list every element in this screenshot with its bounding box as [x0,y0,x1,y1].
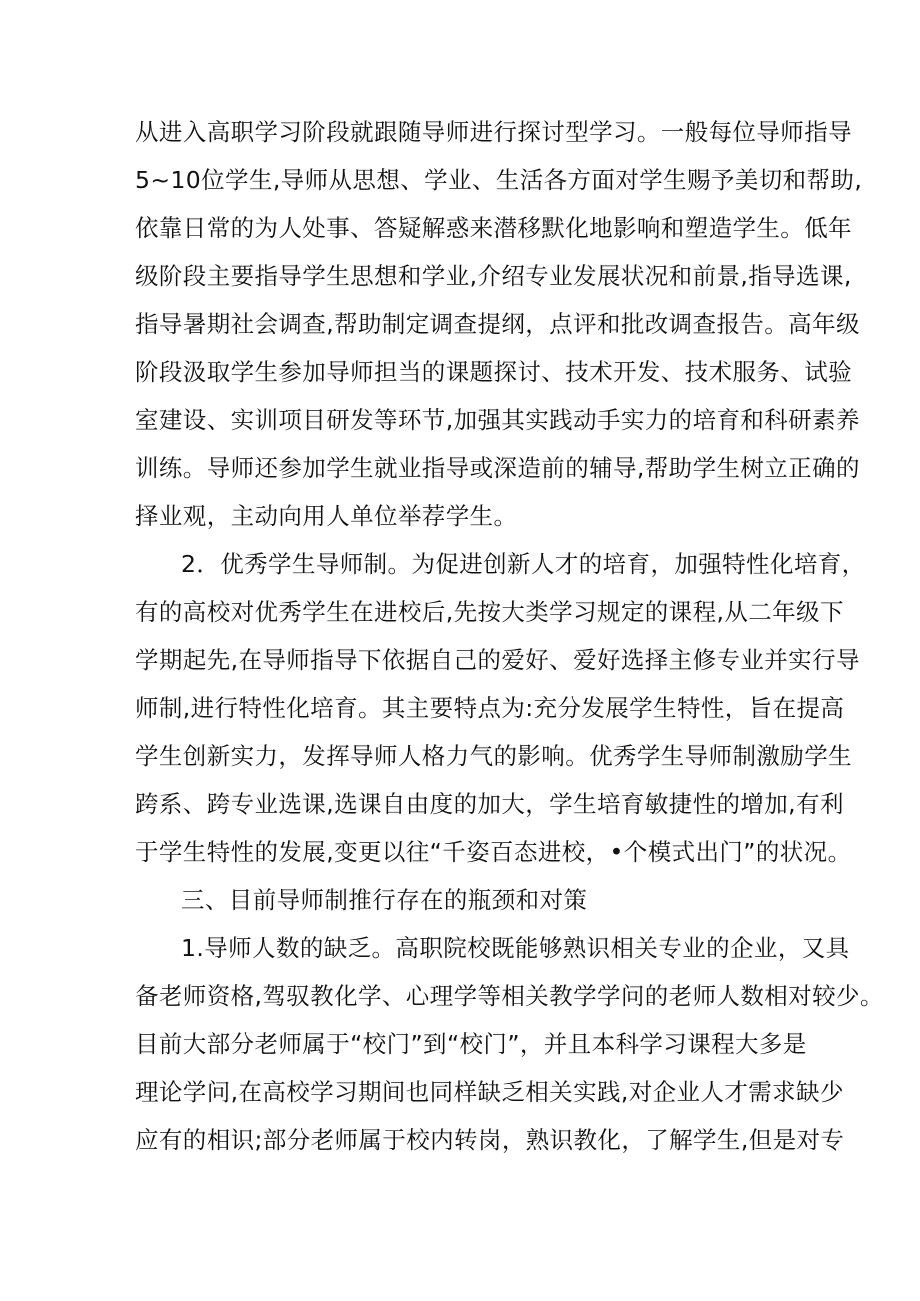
text-line: 阶段汲取学生参加导师担当的课题探讨、技术开发、技术服务、试验 [135,358,852,386]
text-line: 学生创新实力，发挥导师人格力气的影响。优秀学生导师制激励学生 [135,742,852,770]
text-line: 师制,进行特性化培育。其主要特点为:充分发展学生特性，旨在提高 [135,694,845,722]
text-line: 5~10位学生,导师从思想、学业、生活各方面对学生赐予美切和帮助, [135,166,863,194]
text-line: 学期起先,在导师指导下依据自己的爱好、爱好选择主修专业并实行导 [135,646,860,674]
text-line: 择业观，主动向用人单位举荐学生。 [135,502,518,530]
text-line: 指导暑期社会调查,帮助制定调查提纲，点评和批改调查报告。高年级 [135,310,860,338]
text-line: 级阶段主要指导学生思想和学业,介绍专业发展状况和前景,指导选课, [135,262,852,290]
text-line: 应有的相识;部分老师属于校内转岗，熟识教化，了解学生,但是对专 [135,1126,845,1154]
paragraph-start-line: 2．优秀学生导师制。为促进创新人才的培育，加强特性化培育， [181,550,866,578]
text-line: 依靠日常的为人处事、答疑解惑来潜移默化地影响和塑造学生。低年 [135,214,852,242]
text-line: 训练。导师还参加学生就业指导或深造前的辅导,帮助学生树立正确的 [135,454,860,482]
text-line: 有的高校对优秀学生在进校后,先按大类学习规定的课程,从二年级下 [135,598,844,626]
text-line: 于学生特性的发展,变更以往“千姿百态进校，•个模式出门”的状况。 [135,838,852,866]
section-heading: 三、目前导师制推行存在的瓶颈和对策 [181,886,588,914]
text-line: 目前大部分老师属于“校门”到“校门”，并且本科学习课程大多是 [135,1030,807,1058]
paragraph-start-line: 1.导师人数的缺乏。高职院校既能够熟识相关专业的企业，又具 [181,934,850,962]
text-line: 跨系、跨专业选课,选课自由度的加大，学生培育敏捷性的增加,有利 [135,790,844,818]
text-line: 室建设、实训项目研发等环节,加强其实践动手实力的培育和科研素养 [135,406,860,434]
text-line: 备老师资格,驾驭教化学、心理学等相关教学学问的老师人数相对较少。 [135,982,884,1010]
text-line: 理论学问,在高校学习期间也同样缺乏相关实践,对企业人才需求缺少 [135,1078,844,1106]
text-line: 从进入高职学习阶段就跟随导师进行探讨型学习。一般每位导师指导 [135,118,852,146]
